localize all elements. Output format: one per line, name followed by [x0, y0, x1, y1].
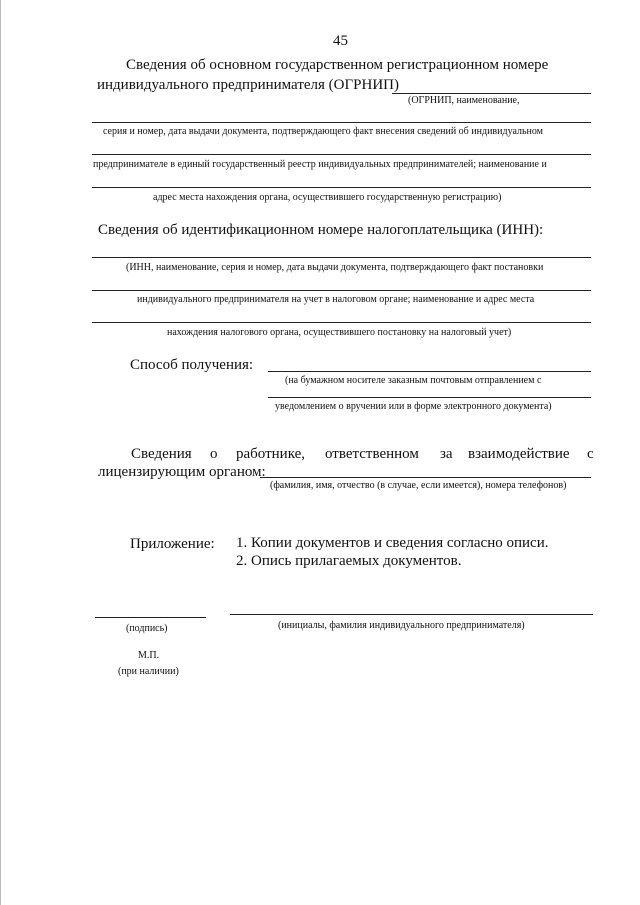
ogrnip-line2[interactable]	[92, 122, 591, 123]
signature-line[interactable]	[95, 617, 206, 618]
initials-line[interactable]	[230, 614, 593, 615]
stamp-label: М.П.	[138, 650, 160, 661]
employee-word3: работнике,	[236, 446, 306, 462]
ogrnip-heading-line1: Сведения об основном государственном регистрационном номере	[126, 57, 549, 73]
employee-word1: Сведения	[131, 446, 192, 462]
inn-heading: Сведения об идентификационном номере налогоплательщика (ИНН):	[98, 222, 544, 238]
employee-line2: лицензирующим органом:	[98, 464, 266, 480]
ogrnip-caption4: адрес места нахождения органа, осуществившего государственную регистрацию)	[153, 192, 502, 203]
inn-line2[interactable]	[92, 290, 591, 291]
method-caption1: (на бумажном носителе заказным почтовым отправлением с	[285, 375, 542, 386]
employee-field-line[interactable]	[260, 477, 591, 478]
employee-word2: о	[210, 446, 218, 462]
inn-caption2: индивидуального предпринимателя на учет в налоговом органе; наименование и адрес места	[137, 294, 535, 305]
inn-caption3: нахождения налогового органа, осуществившего постановку на налоговый учет)	[167, 327, 512, 338]
inn-line3[interactable]	[92, 322, 591, 323]
initials-caption: (инициалы, фамилия индивидуального предпринимателя)	[278, 620, 525, 631]
inn-caption1: (ИНН, наименование, серия и номер, дата выдачи документа, подтверждающего факт постановки	[126, 262, 544, 273]
method-line2[interactable]	[268, 397, 591, 398]
employee-word6: взаимодействие	[468, 446, 570, 462]
attachment-item1: 1. Копии документов и сведения согласно описи.	[236, 535, 549, 551]
employee-caption: (фамилия, имя, отчество (в случае, если имеется), номера телефонов)	[270, 480, 567, 491]
attachment-item2: 2. Опись прилагаемых документов.	[236, 553, 462, 569]
stamp-note: (при наличии)	[118, 666, 179, 677]
ogrnip-heading-line2: индивидуального предпринимателя (ОГРНИП)	[97, 77, 399, 93]
method-label: Способ получения:	[130, 357, 254, 373]
inn-line1[interactable]	[92, 257, 591, 258]
ogrnip-caption3: предпринимателе в единый государственный реестр индивидуальных предпринимателей; наименование и	[93, 159, 547, 170]
method-line1[interactable]	[268, 371, 591, 372]
ogrnip-caption2: серия и номер, дата выдачи документа, подтверждающего факт внесения сведений об индивидуальном	[103, 126, 544, 137]
employee-word5: за	[440, 446, 453, 462]
ogrnip-line3[interactable]	[92, 154, 591, 155]
ogrnip-field-line[interactable]	[392, 93, 591, 94]
page-number: 45	[333, 33, 348, 49]
method-caption2: уведомлением о вручении или в форме электронного документа)	[275, 401, 552, 412]
ogrnip-caption1: (ОГРНИП, наименование,	[408, 95, 520, 106]
employee-word4: ответственном	[325, 446, 419, 462]
signature-caption: (подпись)	[126, 623, 168, 634]
ogrnip-line4[interactable]	[92, 187, 591, 188]
employee-word7: с	[587, 446, 594, 462]
attachment-label: Приложение:	[130, 536, 215, 552]
